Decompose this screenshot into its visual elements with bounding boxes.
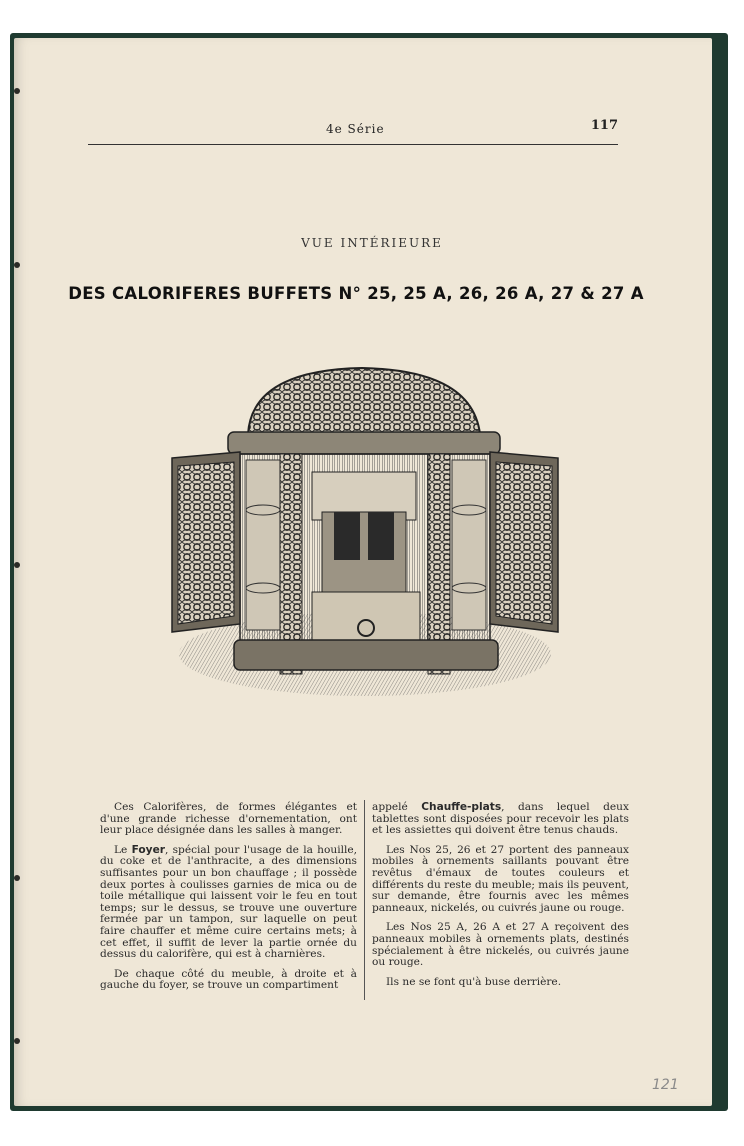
calorifere-illustration xyxy=(162,362,568,702)
binding-stitch xyxy=(14,1038,20,1044)
text-fragment: , spécial pour l'usage de la houille, du coke et de l'anthracite, a des dimensions suffisantes pour un bon chauffage ; il possède deux portes à coulisses garnies de mica ou de toile métallique qui laissent voir le feu en tout temps; sur le dessus, se trouve une ouverture fermée par un tampon, sur laquelle on peut faire chauffer et même cuire certains mets; à cet effet, il suffit de lever la partie ornée du dessus du calorifère, qui est à charnières. xyxy=(100,843,358,961)
series-label: 4e Série xyxy=(326,122,385,136)
text-fragment: Le xyxy=(114,843,132,856)
page-title: DES CALORIFERES BUFFETS N° 25, 25 A, 26, 26 A, 27 & 27 A xyxy=(68,284,644,303)
text-fragment: appelé xyxy=(372,801,422,813)
running-header xyxy=(88,118,618,145)
page-number: 117 xyxy=(590,118,618,133)
paragraph: Ils ne se font qu'à buse derrière. xyxy=(386,975,562,988)
column-divider xyxy=(364,800,365,1000)
text-fragment: , dans lequel deux tablettes sont disposées pour recevoir les plats et les assiettes qui doivent être tenus chauds. xyxy=(372,801,629,837)
paragraph: Les Nos 25 A, 26 A et 27 A reçoivent des panneaux mobiles à ornements plats, destinés spécialement à être nickelés, ou cuivrés jaune ou rouge. xyxy=(372,921,629,969)
paragraph: Ces Calorifères, de formes élégantes et d'une grande richesse d'ornementation, ont leur place désignée dans les salles à manger. xyxy=(100,801,357,837)
paragraph xyxy=(100,845,357,961)
paragraph: De chaque côté du meuble, à droite et à gauche du foyer, se trouve un compartiment xyxy=(100,967,357,992)
binding-stitch xyxy=(14,262,20,268)
paragraph xyxy=(372,802,629,837)
paragraph: Les Nos 25, 26 et 27 portent des panneaux mobiles à ornements saillants pouvant être revêtus d'émaux de toutes couleurs et différents du reste du meuble; mais ils peuvent, sur demande, être fournis avec les mêmes panneaux, nickelés, ou cuivrés jaune ou rouge. xyxy=(372,843,630,914)
bold-term: Foyer xyxy=(131,843,165,856)
bold-term: Chauffe-plats xyxy=(421,801,502,813)
pencil-annotation: 121 xyxy=(652,1077,679,1093)
binding-stitch xyxy=(14,875,20,881)
text-column-right xyxy=(372,802,629,996)
binding-stitch xyxy=(14,562,20,568)
binding-stitch xyxy=(14,88,20,94)
text-column-left xyxy=(100,802,357,1000)
page-subtitle: VUE INTÉRIEURE xyxy=(301,236,443,250)
